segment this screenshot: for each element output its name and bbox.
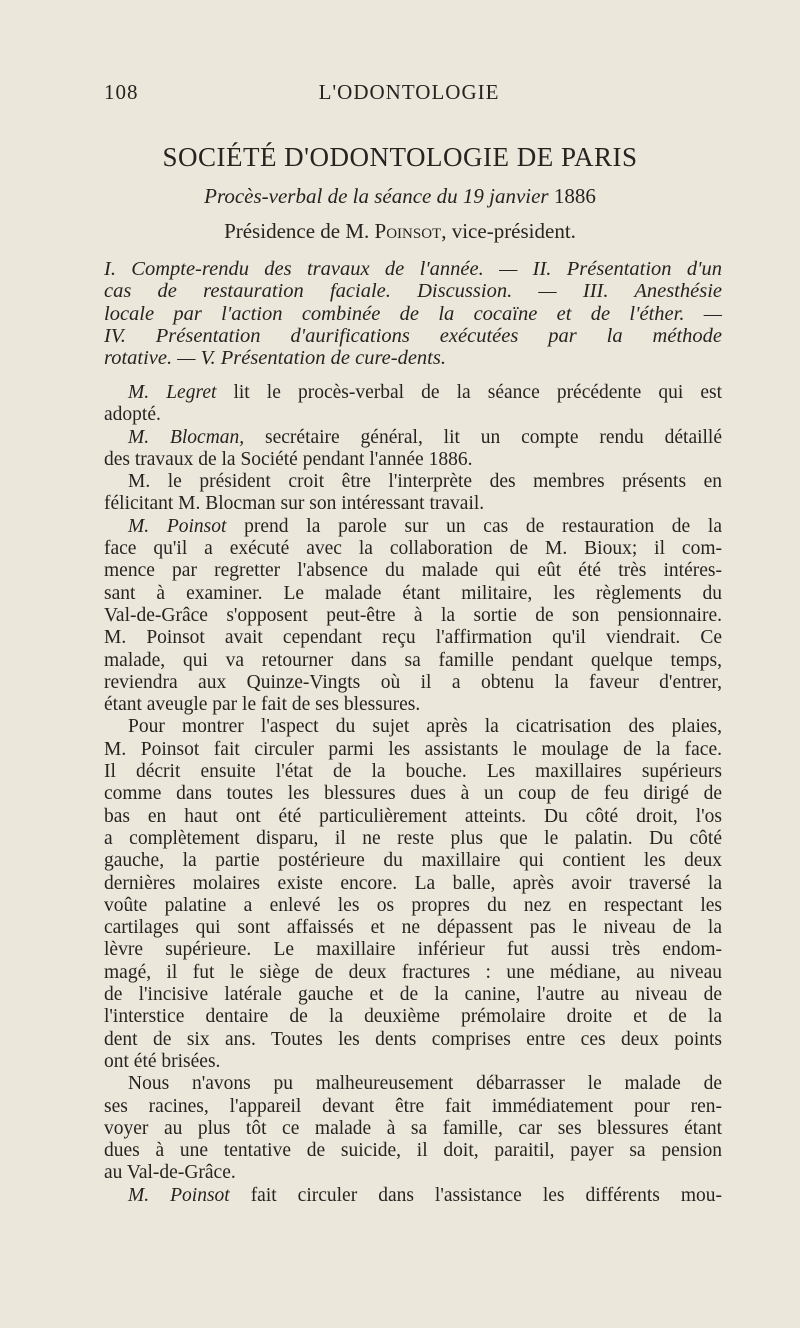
text-line bbox=[104, 694, 722, 716]
line-text: au Val-de-Grâce. bbox=[104, 1162, 236, 1184]
line-text: ont été brisées. bbox=[104, 1050, 221, 1072]
line-text: comme dans toutes les blessures dues à un coup de feu dirigé de bbox=[104, 783, 722, 805]
text-line bbox=[104, 739, 722, 761]
running-head bbox=[104, 80, 714, 108]
line-text: gauche, la partie postérieure du maxillaire qui contient les deux bbox=[104, 850, 722, 872]
text-line bbox=[104, 493, 722, 515]
summary-line: locale par l'action combinée de la cocaïne et de l'éther. — bbox=[104, 302, 722, 325]
line-text: félicitant M. Blocman sur son intéressant travail. bbox=[104, 493, 485, 515]
line-text: M. le président croit être l'interprète des membres présents en bbox=[128, 471, 722, 493]
line-text: a complètement disparu, il ne reste plus que le palatin. Du côté bbox=[104, 827, 722, 849]
speaker-name: M. Blocman, bbox=[128, 426, 245, 448]
line-text: face qu'il a exécuté avec la collaboration de M. Bioux; il com- bbox=[104, 538, 722, 560]
line-text: lèvre supérieure. Le maxillaire inférieur fut aussi très endom- bbox=[104, 939, 722, 961]
agenda-summary bbox=[104, 258, 722, 369]
line-text: fait circuler dans l'assistance les différents mou- bbox=[229, 1184, 722, 1206]
text-line bbox=[104, 716, 722, 738]
section-title: SOCIÉTÉ D'ODONTOLOGIE DE PARIS bbox=[162, 142, 638, 172]
running-title: L'ODONTOLOGIE bbox=[318, 80, 500, 104]
text-line bbox=[104, 672, 722, 694]
line-text: M. Poinsot fait circuler parmi les assistants le moulage de la face. bbox=[104, 738, 722, 760]
text-line bbox=[104, 873, 722, 895]
text-line bbox=[104, 382, 722, 404]
paragraph bbox=[104, 382, 722, 427]
text-line bbox=[104, 583, 722, 605]
meeting-subtitle bbox=[0, 184, 800, 209]
speaker-name: M. Poinsot bbox=[128, 1184, 230, 1206]
paragraph bbox=[104, 716, 722, 1073]
speaker-name: M. Poinsot bbox=[128, 515, 227, 537]
text-line bbox=[104, 939, 722, 961]
line-text: des travaux de la Société pendant l'année 1886. bbox=[104, 448, 473, 470]
text-line bbox=[104, 560, 722, 582]
line-text: étant aveugle par le fait de ses blessures. bbox=[104, 694, 421, 716]
text-line bbox=[104, 850, 722, 872]
text-line bbox=[104, 516, 722, 538]
line-text: de l'incisive latérale gauche et de la canine, l'autre au niveau de bbox=[104, 984, 722, 1006]
text-line bbox=[104, 449, 722, 471]
text-line bbox=[104, 984, 722, 1006]
line-text: Il décrit ensuite l'état de la bouche. Les maxillaires supérieurs bbox=[104, 761, 722, 783]
paragraph bbox=[104, 1185, 722, 1207]
text-line bbox=[104, 1096, 722, 1118]
text-line bbox=[104, 538, 722, 560]
line-text: M. Poinsot avait cependant reçu l'affirmation qu'il viendrait. Ce bbox=[104, 627, 722, 649]
line-text: prend la parole sur un cas de restauration de la bbox=[226, 515, 722, 537]
text-line bbox=[104, 783, 722, 805]
text-line bbox=[104, 1162, 722, 1184]
text-line bbox=[104, 627, 722, 649]
presidence-suffix: , vice-président. bbox=[441, 219, 576, 243]
summary-line: I. Compte-rendu des travaux de l'année. — II. Présentation d'un bbox=[104, 258, 722, 280]
text-line bbox=[104, 1140, 722, 1162]
presidence-prefix: Présidence de M. bbox=[224, 219, 370, 243]
line-text: cartilages qui sont affaissés et ne dépassent pas le niveau de la bbox=[104, 917, 722, 939]
line-text: lit le procès-verbal de la séance précédente qui est bbox=[216, 382, 722, 403]
line-text: bas en haut ont été particulièrement atteints. Du côté droit, l'os bbox=[104, 805, 722, 827]
text-line bbox=[104, 895, 722, 917]
line-text: dent de six ans. Toutes les dents comprises entre ces deux points bbox=[104, 1028, 722, 1050]
text-line bbox=[104, 427, 722, 449]
text-line bbox=[104, 806, 722, 828]
line-text: dernières molaires existe encore. La balle, après avoir traversé la bbox=[104, 872, 722, 894]
page-number: 108 bbox=[104, 80, 139, 104]
presidence-line bbox=[0, 219, 800, 244]
text-line bbox=[104, 917, 722, 939]
paragraph bbox=[104, 1073, 722, 1184]
text-line bbox=[104, 404, 722, 426]
line-text: magé, il fut le siège de deux fractures : une médiane, au niveau bbox=[104, 961, 722, 983]
paragraph bbox=[104, 471, 722, 516]
line-text: Pour montrer l'aspect du sujet après la cicatrisation des plaies, bbox=[128, 716, 722, 738]
text-line bbox=[104, 471, 722, 493]
paragraph bbox=[104, 516, 722, 717]
text-line bbox=[104, 1006, 722, 1028]
line-text: mence par regretter l'absence du malade qui eût été très intéres- bbox=[104, 560, 722, 582]
line-text: voyer au plus tôt ce malade à sa famille, car ses blessures étant bbox=[104, 1117, 722, 1139]
line-text: malade, qui va retourner dans sa famille pendant quelque temps, bbox=[104, 649, 722, 671]
president-name: Poinsot bbox=[374, 219, 442, 243]
text-line bbox=[104, 828, 722, 850]
text-line bbox=[104, 1118, 722, 1140]
summary-line: IV. Présentation d'aurifications exécutées par la méthode bbox=[104, 324, 722, 347]
text-line bbox=[104, 1185, 722, 1207]
line-text: Val-de-Grâce s'opposent peut-être à la sortie de son pensionnaire. bbox=[104, 604, 722, 626]
subtitle-text: Procès-verbal de la séance du 19 janvier bbox=[204, 184, 549, 208]
text-line bbox=[104, 1029, 722, 1051]
subtitle-year: 1886 bbox=[553, 184, 596, 208]
text-line bbox=[104, 650, 722, 672]
line-text: sant à examiner. Le malade étant militaire, les règlements du bbox=[104, 582, 722, 604]
line-text: secrétaire général, lit un compte rendu détaillé bbox=[244, 426, 723, 448]
minutes-body bbox=[104, 382, 722, 1207]
line-text: Nous n'avons pu malheureusement débarrasser le malade de bbox=[128, 1073, 722, 1095]
line-text: ses racines, l'appareil devant être fait immédiatement pour ren- bbox=[104, 1095, 722, 1117]
paragraph bbox=[104, 427, 722, 472]
summary-line: cas de restauration faciale. Discussion. — III. Anesthésie bbox=[104, 280, 722, 303]
line-text: reviendra aux Quinze-Vingts où il a obtenu la faveur d'entrer, bbox=[104, 671, 722, 693]
line-text: dues à une tentative de suicide, il doit, paraitil, payer sa pension bbox=[104, 1140, 722, 1162]
line-text: voûte palatine a enlevé les os propres du nez en respectant les bbox=[104, 894, 722, 916]
text-line bbox=[104, 605, 722, 627]
line-text: l'interstice dentaire de la deuxième prémolaire droite et de la bbox=[104, 1006, 722, 1028]
text-line bbox=[104, 962, 722, 984]
text-line bbox=[104, 1051, 722, 1073]
line-text: adopté. bbox=[104, 404, 161, 426]
speaker-name: M. Legret bbox=[128, 382, 217, 403]
text-line bbox=[104, 1073, 722, 1095]
text-line bbox=[104, 761, 722, 783]
summary-line: rotative. — V. Présentation de cure-dents. bbox=[104, 347, 446, 370]
